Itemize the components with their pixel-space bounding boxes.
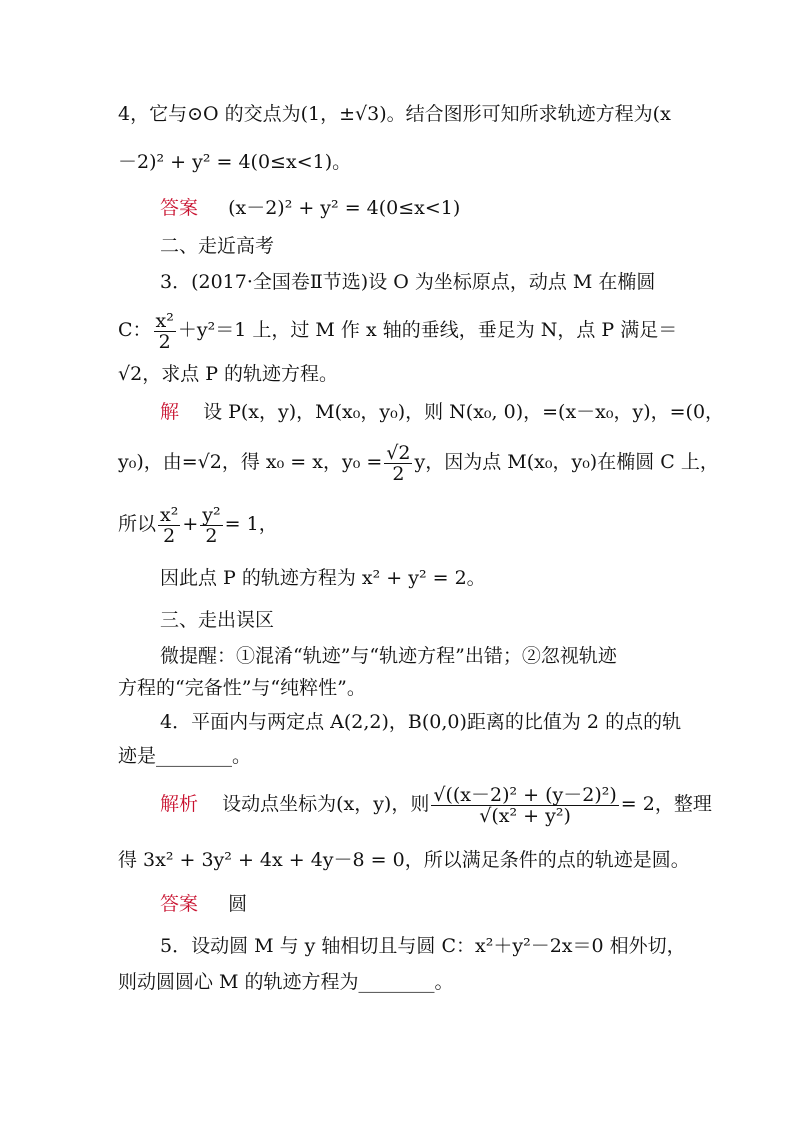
problem-3-line-1: 3．(2017·全国卷Ⅱ节选)设 O 为坐标原点，动点 M 在椭圆 (160, 271, 656, 293)
answer-label-2: 答案 (160, 893, 199, 915)
problem-4-line-1: 4．平面内与两定点 A(2,2)，B(0,0)距离的比值为 2 的点的轨 (160, 711, 682, 733)
fraction-distance-ratio: $\frac{\text{√((x－2)² + (y－2)²)}}{\text{√(x² + y²)}}$ (433, 783, 617, 827)
answer-line-1 (160, 196, 460, 220)
fraction-sqrt2-over-2: $\frac{√2}{2}$ (386, 441, 411, 485)
problem-3-line-2: C： $\frac{\text{x²}}{2}$ ＋y²＝1 上，过 M 作 x 轴的垂线，垂足为 N，点 P 满足＝ (118, 309, 678, 353)
section-heading-3: 三、走出误区 (160, 609, 275, 631)
problem-5-line-2: 则动圆圆心 M 的轨迹方程为________。 (118, 971, 454, 993)
analysis-line-2: 得 3x² + 3y² + 4x + 4y－8 = 0，所以满足条件的点的轨迹是圆。 (118, 849, 690, 871)
fraction-x2-over-2b: $\frac{\text{x²}}{2}$ (160, 503, 179, 547)
solution-line-2: y₀)，由=√2，得 x₀ = x，y₀ = $\frac{√2}{2}$ y，因为点 M(x₀，y₀)在椭圆 C 上， (118, 441, 719, 485)
solution-label: 解 (160, 401, 180, 423)
solution-line-3: 所以 $\frac{\text{x²}}{2}$ + $\frac{\text{y²}}{2}$ = 1， (118, 503, 278, 547)
text-line-1: 4，它与⊙O 的交点为(1，±√3)。结合图形可知所求轨迹方程为(x (118, 103, 671, 125)
section-heading-2: 二、走近高考 (160, 235, 275, 257)
reminder-line-2: 方程的“完备性”与“纯粹性”。 (118, 677, 366, 699)
text-line-2: －2)² + y² = 4(0≤x<1)。 (118, 151, 352, 173)
problem-3-line-3: √2，求点 P 的轨迹方程。 (118, 363, 339, 385)
solution-line-1: 解 设 P(x，y)，M(x₀，y₀)，则 N(x₀, 0)，=(x－x₀，y)，=(0， (160, 401, 725, 423)
problem-5-line-1: 5．设动圆 M 与 y 轴相切且与圆 C：x²＋y²－2x＝0 相外切， (160, 935, 686, 957)
fraction-x2-over-2: $\frac{\text{x²}}{2}$ (155, 309, 174, 353)
problem-4-line-2: 迹是________。 (118, 745, 252, 767)
analysis-line-1: 解析 设动点坐标为(x，y)，则 $\frac{\text{√((x－2)² + (y－2)²)}}{\text{√(x² + y²)}}$ = 2，整理 (160, 783, 712, 827)
reminder-line-1: 微提醒：①混淆“轨迹”与“轨迹方程”出错；②忽视轨迹 (160, 645, 617, 667)
solution-conclusion: 因此点 P 的轨迹方程为 x² + y² = 2。 (160, 567, 486, 589)
answer-label: 答案 (160, 197, 199, 219)
answer-text: (x－2)² + y² = 4(0≤x<1) (228, 197, 461, 219)
answer-line-2: 答案 圆 (160, 893, 248, 915)
fraction-y2-over-2: $\frac{\text{y²}}{2}$ (202, 503, 221, 547)
analysis-label: 解析 (160, 793, 199, 815)
